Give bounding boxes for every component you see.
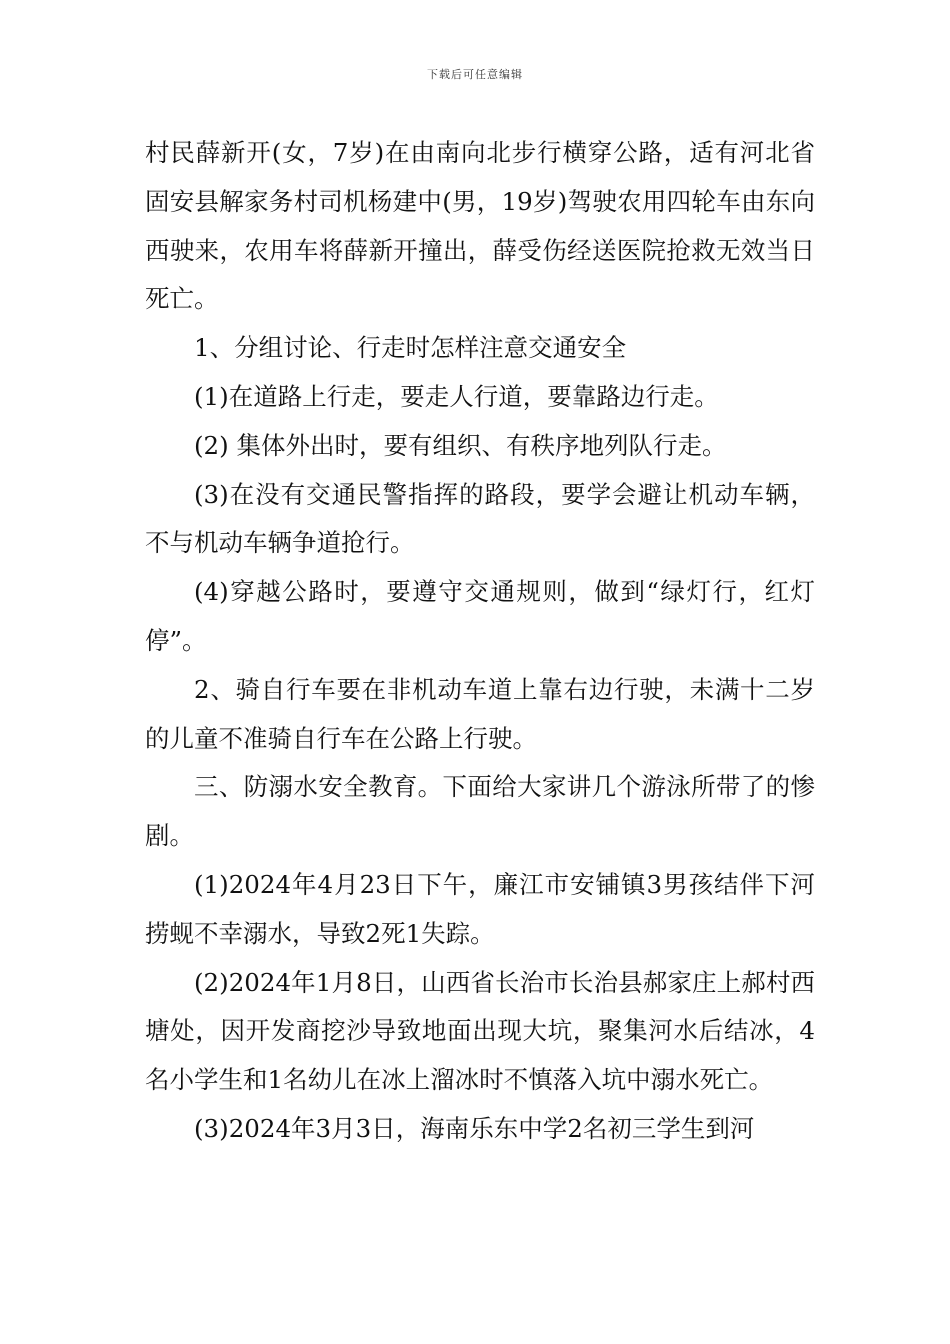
- page-header-note: 下载后可任意编辑: [427, 68, 523, 81]
- paragraph-section-1-heading: 1、分组讨论、行走时怎样注意交通安全: [194, 333, 627, 363]
- paragraph-section-2-bicycle: 2、骑自行车要在非机动车道上靠右边行驶，未满十二岁的儿童不准骑自行车在公路上行驶。: [145, 674, 815, 753]
- paragraph-case-3: (3)2024年3月3日，海南乐东中学2名初三学生到河: [194, 1113, 755, 1143]
- document-body: [145, 129, 815, 1154]
- paragraph-case-1: (1)2024年4月23日下午，廉江市安铺镇3男孩结伴下河捞蚬不幸溺水，导致2死1失踪。: [145, 869, 815, 948]
- paragraph-walking-rule-4: (4)穿越公路时，要遵守交通规则，做到“绿灯行，红灯停”。: [145, 577, 815, 655]
- paragraph-walking-rule-1: (1)在道路上行走，要走人行道，要靠路边行走。: [194, 381, 719, 411]
- paragraph-section-3-heading: 三、防溺水安全教育。下面给大家讲几个游泳所带了的惨剧。: [145, 772, 815, 851]
- paragraph-accident-continued: 村民薛新开(女，7岁)在由南向北步行横穿公路，适有河北省固安县解家务村司机杨建中(男，19岁)驾驶农用四轮车由东向西驶来，农用车将薛新开撞出，薛受伤经送医院抢救无效当日死亡。: [145, 138, 815, 314]
- paragraph-walking-rule-2: (2) 集体外出时，要有组织、有秩序地列队行走。: [194, 430, 727, 460]
- paragraph-case-2: (2)2024年1月8日，山西省长治市长治县郝家庄上郝村西塘处，因开发商挖沙导致地面出现大坑，聚集河水后结冰，4名小学生和1名幼儿在冰上溜冰时不慎落入坑中溺水死亡。: [145, 967, 815, 1095]
- paragraph-walking-rule-3: (3)在没有交通民警指挥的路段，要学会避让机动车辆，不与机动车辆争道抢行。: [145, 479, 815, 558]
